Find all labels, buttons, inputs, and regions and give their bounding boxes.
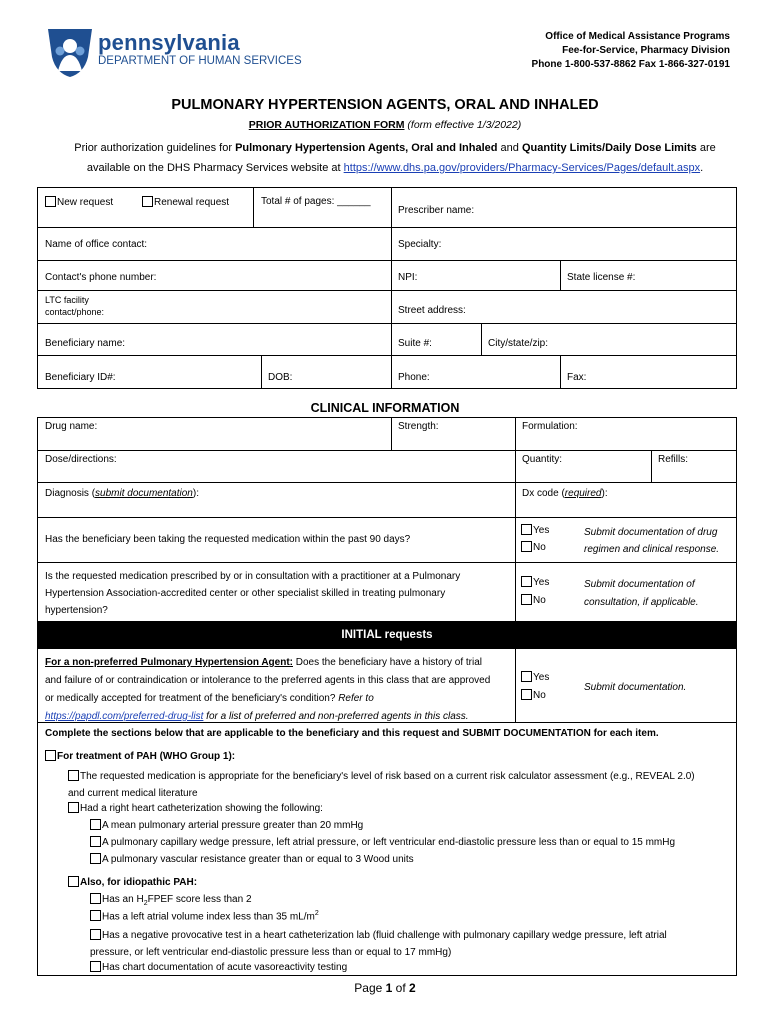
complete-sections-instruction: Complete the sections below that are applicable to the beneficiary and this request and SUBMIT DOCUMENTATION for each item. — [45, 728, 659, 739]
beneficiary-id-field[interactable]: Beneficiary ID#: — [45, 372, 116, 383]
pah-risk-option[interactable]: The requested medication is appropriate for the beneficiary's level of risk based on a current risk calculator assessment (e.g., REVEAL 2.0) and current medical literature — [68, 771, 695, 799]
np-yes-checkbox[interactable] — [521, 671, 532, 682]
la-volume-checkbox[interactable] — [90, 910, 101, 921]
quantity-field[interactable]: Quantity: — [522, 454, 563, 465]
office-contact-block — [532, 30, 730, 72]
formulation-field[interactable]: Formulation: — [522, 421, 578, 432]
new-request-option[interactable]: New request — [45, 196, 113, 208]
request-table — [37, 187, 737, 389]
mpap-option[interactable]: A mean pulmonary arterial pressure greater than 20 mmHg — [90, 819, 363, 831]
intro-text: Prior authorization guidelines for Pulmonary Hypertension Agents, Oral and Inhaled and Quantity Limits/Daily Dose Limits are available on the DHS Pharmacy Services website at https://www.dhs.pa.gov/providers/Pharmacy-Services/Pages/default.aspx. — [74, 142, 716, 174]
phone-field[interactable]: Phone: — [398, 372, 430, 383]
ltc-contact-field[interactable]: LTC facility contact/phone: — [45, 295, 105, 317]
pah-who1-option[interactable]: For treatment of PAH (WHO Group 1): — [45, 750, 235, 762]
provocative-test-checkbox[interactable] — [90, 929, 101, 940]
pcwp-option[interactable]: A pulmonary capillary wedge pressure, left atrial pressure, or left ventricular end-diastolic pressure less than or equal to 15 mmHg — [90, 836, 675, 848]
q2-yes-option[interactable]: Yes — [521, 576, 549, 588]
vasoreactivity-checkbox[interactable] — [90, 961, 101, 972]
q-accredited-center: Is the requested medication prescribed by or in consultation with a practitioner at a Pulmonary Hypertension Association-accredited center or other specialist skilled in treating pulmonary hypertension? — [45, 571, 461, 616]
clinical-heading: CLINICAL INFORMATION — [310, 401, 460, 415]
q1-yes-option[interactable]: Yes — [521, 524, 549, 536]
dhs-website-link[interactable]: https://www.dhs.pa.gov/providers/Pharmacy-Services/Pages/default.aspx — [343, 162, 701, 174]
q1-yes-checkbox[interactable] — [521, 524, 532, 535]
np-no-option[interactable]: No — [521, 689, 546, 701]
refills-field[interactable]: Refills: — [658, 454, 689, 465]
pah-who1-checkbox[interactable] — [45, 750, 56, 761]
drug-name-field[interactable]: Drug name: — [45, 421, 98, 432]
fax-field[interactable]: Fax: — [567, 372, 587, 383]
total-pages-field[interactable]: Total # of pages: ______ — [261, 196, 371, 207]
q2-no-checkbox[interactable] — [521, 594, 532, 605]
provocative-test-option[interactable]: Has a negative provocative test in a heart catheterization lab (fluid challenge with pulmonary capillary wedge pressure, left atrial pressure, or left ventricular end-diastolic pressure less than or equal to 17 mmHg) — [90, 930, 667, 958]
mpap-checkbox[interactable] — [90, 819, 101, 830]
logo-name: pennsylvania — [98, 30, 240, 55]
non-preferred-question: For a non-preferred Pulmonary Hypertension Agent: Does the beneficiary have a history of trial and failure of or contraindication or intolerance to the preferred agents in this class that are approved or medically accepted for treatment of the beneficiary's condition? Refer to https://papdl.com/preferred-drug-list for a list of preferred and non-preferred agents in this class. — [45, 657, 491, 722]
q-past-90-days: Has the beneficiary been taking the requested medication within the past 90 days? — [45, 534, 411, 545]
diagnosis-field[interactable]: Diagnosis (submit documentation): — [45, 488, 199, 499]
page-number: Page 1 of 2 — [354, 981, 416, 995]
dob-field[interactable]: DOB: — [268, 372, 293, 383]
office-name: Office of Medical Assistance Programs — [545, 31, 730, 42]
city-state-zip-field[interactable]: City/state/zip: — [488, 338, 549, 349]
agency-logo-text — [98, 30, 302, 67]
pa-keystone-logo — [44, 27, 96, 79]
pvr-option[interactable]: A pulmonary vascular resistance greater than or equal to 3 Wood units — [90, 853, 414, 865]
vasoreactivity-option[interactable]: Has chart documentation of acute vasoreactivity testing — [90, 961, 347, 973]
np-note: Submit documentation. — [584, 682, 687, 693]
q1-note: Submit documentation of drug regimen and clinical response. — [584, 527, 720, 555]
new-request-checkbox[interactable] — [45, 196, 56, 207]
prescriber-name-field[interactable]: Prescriber name: — [398, 205, 475, 216]
dose-directions-field[interactable]: Dose/directions: — [45, 454, 117, 465]
q2-note: Submit documentation of consultation, if applicable. — [584, 579, 699, 608]
npi-field[interactable]: NPI: — [398, 272, 418, 283]
strength-field[interactable]: Strength: — [398, 421, 439, 432]
street-address-field[interactable]: Street address: — [398, 305, 466, 316]
idiopathic-pah-checkbox[interactable] — [68, 876, 79, 887]
specialty-field[interactable]: Specialty: — [398, 239, 442, 250]
q2-no-option[interactable]: No — [521, 594, 546, 606]
form-type: PRIOR AUTHORIZATION FORM — [248, 119, 405, 131]
form-title: PULMONARY HYPERTENSION AGENTS, ORAL AND INHALED — [171, 97, 599, 113]
logo-department: DEPARTMENT OF HUMAN SERVICES — [98, 55, 302, 67]
office-contact-field[interactable]: Name of office contact: — [45, 239, 148, 250]
pvr-checkbox[interactable] — [90, 853, 101, 864]
contact-phone-field[interactable]: Contact's phone number: — [45, 272, 157, 283]
renewal-request-checkbox[interactable] — [142, 196, 153, 207]
initial-requests-heading: INITIAL requests — [37, 621, 737, 649]
phone-fax: Phone 1-800-537-8862 Fax 1-866-327-0191 — [531, 59, 730, 70]
idiopathic-pah-option[interactable]: Also, for idiopathic PAH: — [68, 876, 197, 888]
q1-no-checkbox[interactable] — [521, 541, 532, 552]
pah-risk-checkbox[interactable] — [68, 770, 79, 781]
state-license-field[interactable]: State license #: — [567, 272, 636, 283]
pcwp-checkbox[interactable] — [90, 836, 101, 847]
dx-code-field[interactable]: Dx code (required): — [522, 488, 608, 499]
division-name: Fee-for-Service, Pharmacy Division — [562, 45, 730, 56]
q1-no-option[interactable]: No — [521, 541, 546, 553]
pah-rhc-option[interactable]: Had a right heart catheterization showing the following: — [68, 802, 323, 814]
beneficiary-name-field[interactable]: Beneficiary name: — [45, 338, 126, 349]
h2fpef-option[interactable]: Has an $H_2FPEF$ score less than 2 — [90, 893, 252, 907]
form-subtitle — [0, 119, 770, 131]
np-no-checkbox[interactable] — [521, 689, 532, 700]
h2fpef-checkbox[interactable] — [90, 893, 101, 904]
np-yes-option[interactable]: Yes — [521, 671, 549, 683]
renewal-request-option[interactable]: Renewal request — [142, 196, 229, 208]
suite-field[interactable]: Suite #: — [398, 338, 432, 349]
papdl-link[interactable]: https://papdl.com/preferred-drug-list — [45, 711, 204, 722]
pah-rhc-checkbox[interactable] — [68, 802, 79, 813]
form-effective: (form effective 1/3/2022) — [407, 119, 522, 131]
q2-yes-checkbox[interactable] — [521, 576, 532, 587]
la-volume-option[interactable]: Has a left atrial volume index less than 35 $mL/m^2$ — [90, 910, 319, 922]
